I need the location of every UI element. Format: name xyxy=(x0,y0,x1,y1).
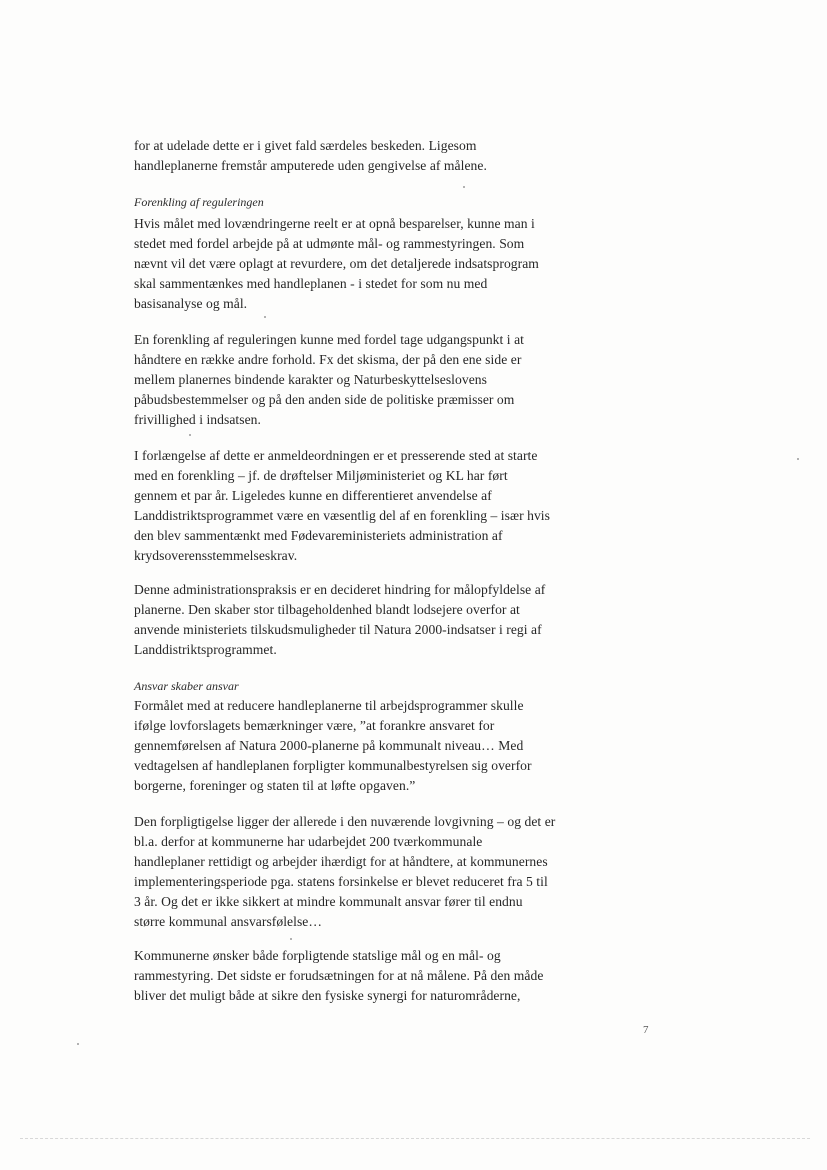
text-line: gennem et par år. Ligeledes kunne en differentieret anvendelse af xyxy=(134,488,492,503)
text-line: basisanalyse og mål. xyxy=(134,296,248,311)
text-line: I forlængelse af dette er anmeldeordningen er et presserende sted at starte xyxy=(134,448,538,463)
text-line: anvende ministeriets tilskudsmuligheder til Natura 2000-indsatser i regi af xyxy=(134,622,542,637)
scan-speck xyxy=(77,1043,79,1045)
text-line: 3 år. Og det er ikke sikkert at mindre kommunalt ansvar fører til endnu xyxy=(134,894,523,909)
section-heading-ansvar: Ansvar skaber ansvar xyxy=(134,679,239,693)
page-number: 7 xyxy=(643,1024,649,1036)
text-line: større kommunal ansvarsfølelse… xyxy=(134,914,323,929)
scan-speck xyxy=(797,458,799,460)
paragraph-6 xyxy=(134,812,614,932)
text-line: planerne. Den skaber stor tilbageholdenhed blandt lodsejere overfor at xyxy=(134,602,520,617)
scan-edge-line xyxy=(20,1138,810,1139)
text-line: mellem planernes bindende karakter og Naturbeskyttelseslovens xyxy=(134,372,487,387)
paragraph-1 xyxy=(134,214,614,314)
text-line: Landdistriktsprogrammet. xyxy=(134,642,277,657)
paragraph-5 xyxy=(134,696,614,796)
text-line: krydsoverensstemmelseskrav. xyxy=(134,548,298,563)
text-line: nævnt vil det være oplagt at revurdere, om det detaljerede indsatsprogram xyxy=(134,256,539,271)
text-line: implementeringsperiode pga. statens forsinkelse er blevet reduceret fra 5 til xyxy=(134,874,548,889)
text-line: Landdistriktsprogrammet være en væsentlig del af en forenkling – især hvis xyxy=(134,508,550,523)
text-line: ifølge lovforslagets bemærkninger være, ”at forankre ansvaret for xyxy=(134,718,495,733)
text-line: bliver det muligt både at sikre den fysiske synergi for naturområderne, xyxy=(134,988,521,1003)
paragraph-7 xyxy=(134,946,614,1006)
text-line: rammestyring. Det sidste er forudsætningen for at nå målene. På den måde xyxy=(134,968,544,983)
text-line: borgerne, foreninger og staten til at løfte opgaven.” xyxy=(134,778,416,793)
section-heading-forenkling: Forenkling af reguleringen xyxy=(134,195,264,209)
text-line: stedet med fordel arbejde på at udmønte mål- og rammestyringen. Som xyxy=(134,236,525,251)
text-line: gennemførelsen af Natura 2000-planerne på kommunalt niveau… Med xyxy=(134,738,524,753)
text-line: En forenkling af reguleringen kunne med fordel tage udgangspunkt i at xyxy=(134,332,524,347)
text-line: handleplaner rettidigt og arbejder ihærdigt for at håndtere, at kommunernes xyxy=(134,854,548,869)
text-line: vedtagelsen af handleplanen forpligter kommunalbestyrelsen sig overfor xyxy=(134,758,532,773)
paragraph-3 xyxy=(134,446,614,566)
text-line: håndtere en række andre forhold. Fx det skisma, der på den ene side er xyxy=(134,352,522,367)
text-line: med en forenkling – jf. de drøftelser Miljøministeriet og KL har ført xyxy=(134,468,508,483)
text-line: Hvis målet med lovændringerne reelt er at opnå besparelser, kunne man i xyxy=(134,216,535,231)
scan-speck xyxy=(264,316,266,318)
scan-speck xyxy=(463,186,465,188)
text-line: bl.a. derfor at kommunerne har udarbejdet 200 tværkommunale xyxy=(134,834,483,849)
text-line: Kommunerne ønsker både forpligtende statslige mål og en mål- og xyxy=(134,948,501,963)
text-line: påbudsbestemmelser og på den anden side de politiske præmisser om xyxy=(134,392,515,407)
text-line: for at udelade dette er i givet fald særdeles beskeden. Ligesom xyxy=(134,138,477,153)
paragraph-intro xyxy=(134,136,614,176)
text-line: Formålet med at reducere handleplanerne til arbejdsprogrammer skulle xyxy=(134,698,524,713)
scan-speck xyxy=(189,434,191,436)
text-line: handleplanerne fremstår amputerede uden gengivelse af målene. xyxy=(134,158,487,173)
text-line: Denne administrationspraksis er en decideret hindring for målopfyldelse af xyxy=(134,582,546,597)
scan-speck xyxy=(290,938,292,940)
text-line: Den forpligtigelse ligger der allerede i den nuværende lovgivning – og det er xyxy=(134,814,556,829)
text-line: frivillighed i indsatsen. xyxy=(134,412,261,427)
text-line: den blev sammentænkt med Fødevareministeriets administration af xyxy=(134,528,503,543)
text-line: skal sammentænkes med handleplanen - i stedet for som nu med xyxy=(134,276,488,291)
paragraph-2 xyxy=(134,330,614,430)
paragraph-4 xyxy=(134,580,614,660)
